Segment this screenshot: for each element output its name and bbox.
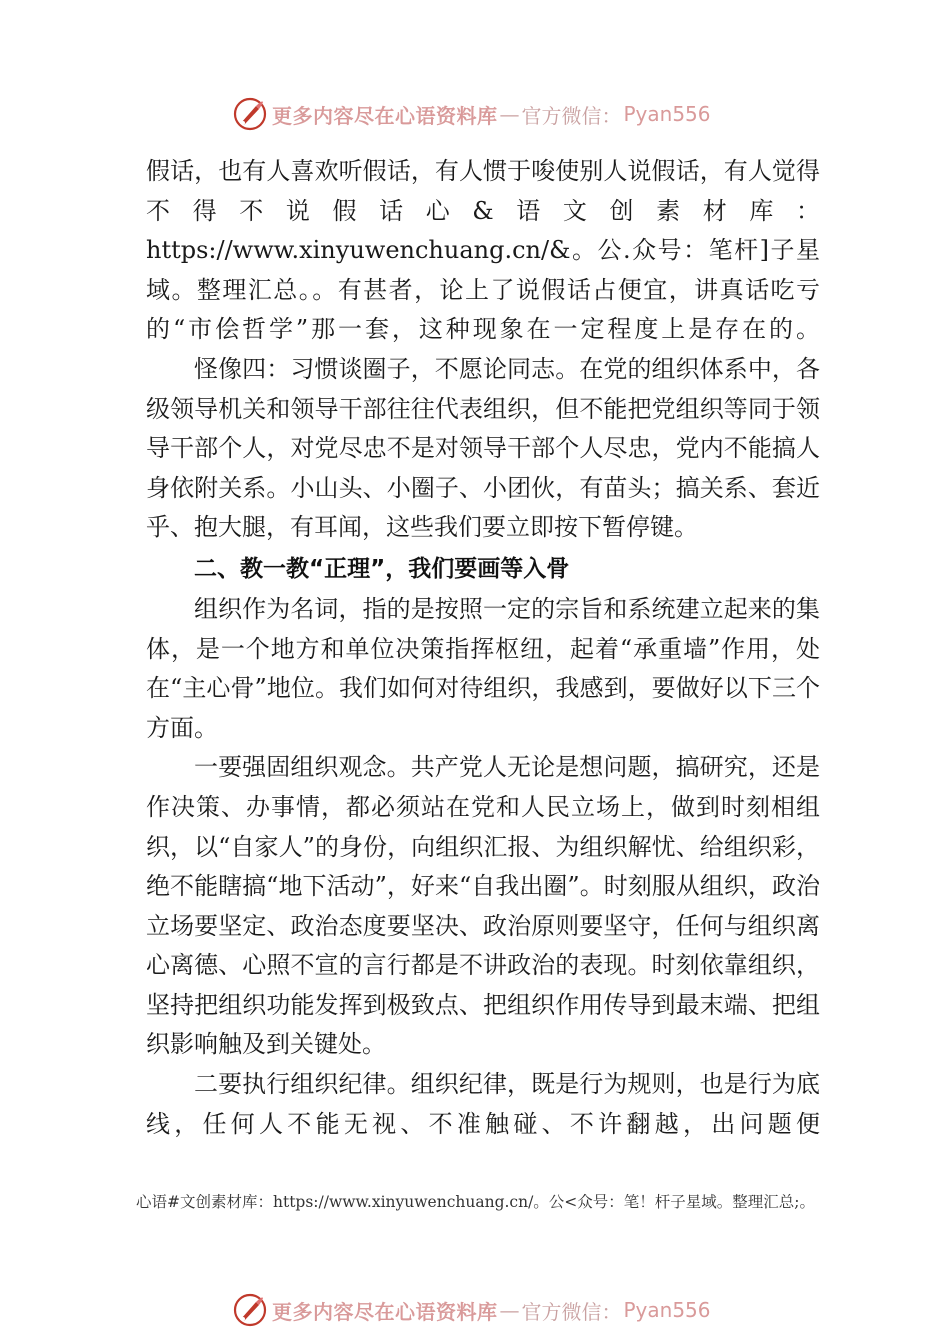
- footer-note: 心语#文创素材库：https://www.xinyuwenchuang.cn/。公<众号：笔！杆子星域。整理汇总;。: [136, 1193, 816, 1211]
- paragraph-continued: 假话，也有人喜欢听假话，有人惯于唆使别人说假话，有人觉得不得不说假话心&语文创素材库：https://www.xinyuwenchuang.cn/&。公.众号：笔杆]子星域。整理汇总。。有甚者，论上了说假话占便宜，讲真话吃亏的“市侩哲学”那一套，这种现象在一定程度上是存在的。: [146, 157, 820, 344]
- paragraph-organization-definition: 组织作为名词，指的是按照一定的宗旨和系统建立起来的集体，是一个地方和单位决策指挥枢纽，起着“承重墙”作用，处在“主心骨”地位。我们如何对待组织，我感到，要做好以下三个方面。: [146, 594, 820, 742]
- paragraph-oddity-four: 怪像四：习惯谈圈子，不愿论同志。在党的组织体系中，各级领导机关和领导干部往往代表组织，但不能把党组织等同于领导干部个人，对党尽忠不是对领导干部个人尽忠，党内不能搞人身依附关系。小山头、小圈子、小团伙，有苗头；搞关系、套近乎、抱大腿，有耳闻，这些我们要立即按下暂停键。: [146, 354, 820, 542]
- quill-logo-icon: [232, 1292, 268, 1328]
- wechat-label: 官方微信：: [521, 103, 622, 128]
- section-heading: 二、教一教“正理”，我们要画等入骨: [194, 555, 570, 582]
- banner-text: 更多内容尽在心语资料库: [272, 1299, 498, 1324]
- bottom-watermark-banner: [232, 1290, 752, 1330]
- banner-dash: —: [499, 102, 520, 126]
- quill-logo-icon: [232, 96, 268, 132]
- wechat-id: Pyan556: [623, 1298, 711, 1322]
- paragraph-discipline: 二要执行组织纪律。组织纪律，既是行为规则，也是行为底线，任何人不能无视、不准触碰、不许翻越，出问题便: [146, 1070, 820, 1138]
- wechat-id: Pyan556: [623, 102, 711, 126]
- wechat-label: 官方微信：: [521, 1299, 622, 1324]
- banner-text: 更多内容尽在心语资料库: [272, 103, 498, 128]
- top-watermark-banner: [232, 94, 752, 134]
- document-body: [146, 152, 820, 1144]
- paragraph-strengthen-concept: 一要强固组织观念。共产党人无论是想问题，搞研究，还是作决策、办事情，都必须站在党和人民立场上，做到时刻相组织，以“自家人”的身份，向组织汇报、为组织解忧、给组织彩，绝不能瞎搞“地下活动”，好来“自我出圈”。时刻服从组织，政治立场要坚定、政治态度要坚决、政治原则要坚守，任何与组织离心离德、心照不宣的言行都是不讲政治的表现。时刻依靠组织，坚持把组织功能发挥到极致点、把组织作用传导到最末端、把组织影响触及到关键处。: [146, 753, 820, 1059]
- banner-dash: —: [499, 1298, 520, 1322]
